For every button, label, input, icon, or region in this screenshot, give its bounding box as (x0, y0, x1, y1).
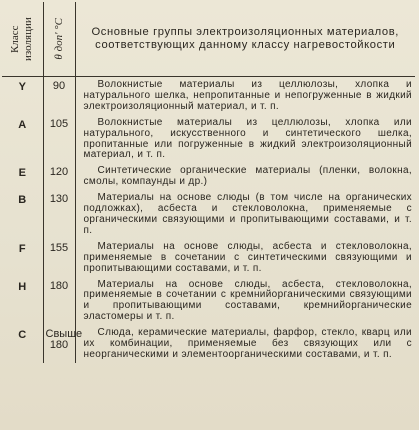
header-desc-cell (75, 2, 415, 77)
temp-cell: 90 (43, 77, 75, 115)
insulation-classes-table (2, 2, 415, 363)
header-temp-label: θ доп' °C (52, 18, 65, 60)
table-row (2, 239, 415, 277)
desc-text: Материалы на основе слюды, асбеста и стекловолокна, применяемые в сочетании с синтетическими связующими и пропитывающими составами, и т. п. (83, 240, 412, 274)
table-header-row (2, 2, 415, 77)
class-cell: F (18, 242, 26, 255)
desc-text: Синтетические органические материалы (пленки, волокна, смолы, компаунды и др.) (83, 165, 412, 188)
class-cell: E (18, 167, 26, 180)
header-class-label: Класс изоляции (9, 17, 35, 61)
desc-text: Волокнистые материалы из целлюлозы, хлопка и натурального шелка, непропитанные и непогруженные в жидкий электроизоляционный материал, и т. п. (83, 79, 412, 112)
temp-cell: 120 (43, 163, 75, 190)
table-row (2, 190, 415, 239)
desc-cell (75, 190, 415, 239)
desc-cell (75, 115, 415, 164)
desc-cell (75, 325, 415, 363)
table-row (2, 77, 415, 115)
temp-cell: 155 (43, 239, 75, 277)
table-row (2, 163, 415, 190)
desc-text: Волокнистые материалы из целлюлозы, хлопка или натурального, искусственного и синтетического шелка, пропитанные или погруженные в жидкий электроизоляционный материал, и т. п. (83, 116, 412, 161)
class-cell: B (18, 194, 27, 207)
desc-cell (75, 77, 415, 115)
header-desc-label: Основные группы электроизоляционных материалов, соответствующих данному классу нагревостойкости (91, 26, 400, 51)
desc-text: Материалы на основе слюды (в том числе на органических подложках), асбеста и стекловолокна, применяемые с органическими связующими и пропитывающими составами, и т. п. (83, 192, 412, 236)
class-cell: C (18, 329, 27, 342)
temp-cell: 180 (43, 277, 75, 326)
temp-cell: Свыше 180 (43, 325, 75, 363)
table-row (2, 277, 415, 326)
table-row (2, 325, 415, 363)
class-cell: Y (18, 81, 26, 93)
header-class-cell (2, 2, 43, 77)
temp-cell: 105 (43, 115, 75, 164)
desc-text: Слюда, керамические материалы, фарфор, стекло, кварц или их комбинации, применяемые без связующих или с неорганическими и элементоорганическими составами, и т. п. (83, 327, 412, 360)
table-row (2, 115, 415, 164)
desc-cell (75, 239, 415, 277)
class-cell: H (18, 280, 27, 293)
desc-cell (75, 277, 415, 326)
temp-cell: 130 (43, 190, 75, 239)
desc-text: Материалы на основе слюды, асбеста, стекловолокна, применяемые в сочетании с кремнийорганическими связующими и пропитывающими составами, кремнийорганические эластомеры и т. п. (83, 278, 412, 323)
desc-cell (75, 163, 415, 190)
class-cell: A (18, 118, 27, 131)
header-temp-cell (43, 2, 75, 77)
